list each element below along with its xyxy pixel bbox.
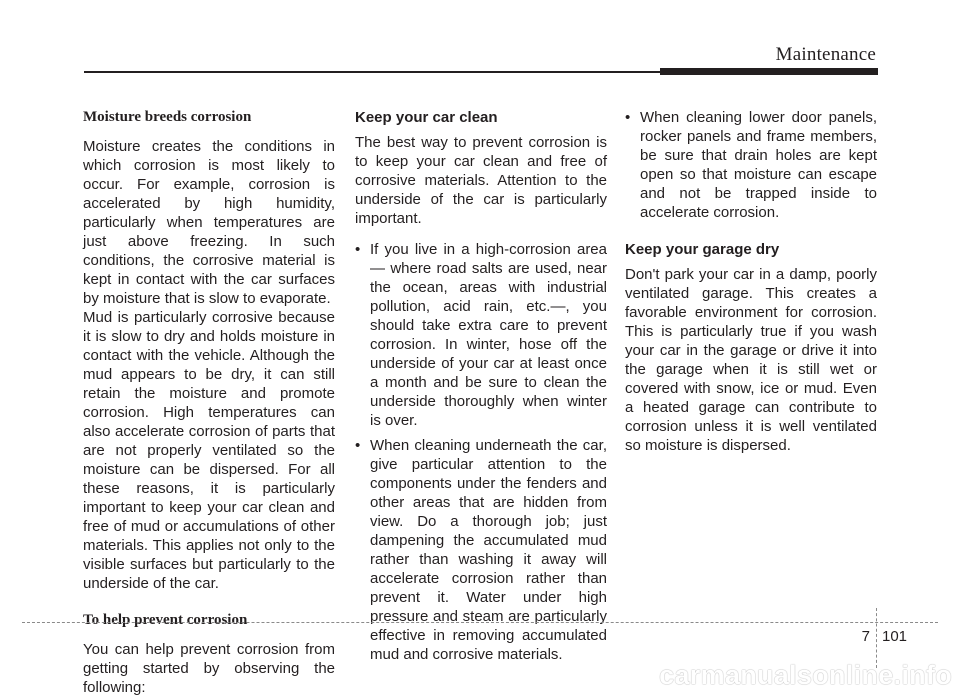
heading-keep-garage-dry: Keep your garage dry [625, 241, 780, 258]
spacer [355, 228, 607, 240]
heading-help-prevent-corrosion: To help prevent corrosion [83, 612, 248, 628]
spacer [83, 593, 335, 611]
column-right [625, 108, 877, 455]
watermark-text: carmanualsonline.info [659, 660, 952, 690]
column-left [83, 108, 335, 697]
paragraph-keep-clean: The best way to prevent corrosion is to keep your car clean and free of corrosive materials. Attention to the underside of the car is particularly important. [355, 134, 607, 227]
header-rule-thin [84, 71, 660, 73]
list-item-text: If you live in a high-corrosion area — where road salts are used, near the ocean, areas with industrial pollution, acid rain, etc.—, you should take extra care to prevent corrosion. In winter, hose off the underside of your car at least once a month and be sure to clean the underside thoroughly when winter is over. [370, 241, 607, 429]
list-item-text: When cleaning underneath the car, give particular attention to the components under the fenders and other areas that are hidden from view. Do a thorough job; just dampening the accumulated mud rather than washing it away will accelerate corrosion rather than prevent it. Water under high pressure and steam are particularly effective in removing accumulated mud and corrosive materials. [370, 437, 607, 663]
spacer [625, 228, 877, 240]
paragraph-mud: Mud is particularly corrosive because it is slow to dry and holds moisture in contact with the vehicle. Although the mud appears to be dry, it can still retain the moisture and promote corrosion. High temperatures can also accelerate corrosion of parts that are not properly ventilated so the moisture can be dispersed. For all these reasons, it is particularly important to keep your car clean and free of mud or accumulations of other materials. This applies not only to the visible surfaces but particularly to the underside of the car. [83, 309, 335, 592]
list-item-text: When cleaning lower door panels, rocker panels and frame members, be sure that drain holes are kept open so that moisture can escape and not be trapped inside to accelerate corrosion. [640, 109, 877, 221]
footer-dashed-rule [22, 622, 938, 623]
list-item [355, 436, 607, 664]
bullet-icon: • [625, 109, 631, 126]
footer-dashed-divider [876, 608, 877, 668]
section-title: Maintenance [775, 44, 876, 65]
header-rule-thick [660, 68, 878, 75]
bullet-icon: • [355, 437, 361, 454]
list-item [355, 240, 607, 430]
paragraph-moisture: Moisture creates the conditions in which corrosion is most likely to occur. For example, corrosion is accelerated by high humidity, particularly when temperatures are just above freezing. In such conditions, the corrosive material is kept in contact with the car surfaces by moisture that is slow to evaporate. [83, 138, 335, 307]
list-item [625, 108, 877, 222]
heading-moisture-breeds-corrosion: Moisture breeds corrosion [83, 109, 252, 125]
bullet-icon: • [355, 241, 361, 258]
paragraph-garage: Don't park your car in a damp, poorly ventilated garage. This creates a favorable environment for corrosion. This is particularly true if you wash your car in the garage or drive it into the garage when it is still wet or covered with snow, ice or mud. Even a heated garage can contribute to corrosion unless it is well ventilated so moisture is dispersed. [625, 266, 877, 454]
page-number: 101 [882, 628, 908, 645]
column-middle [355, 108, 607, 670]
paragraph-prevent-intro: You can help prevent corrosion from getting started by observing the following: [83, 641, 335, 696]
chapter-number: 7 [861, 628, 870, 645]
heading-keep-car-clean: Keep your car clean [355, 109, 498, 126]
